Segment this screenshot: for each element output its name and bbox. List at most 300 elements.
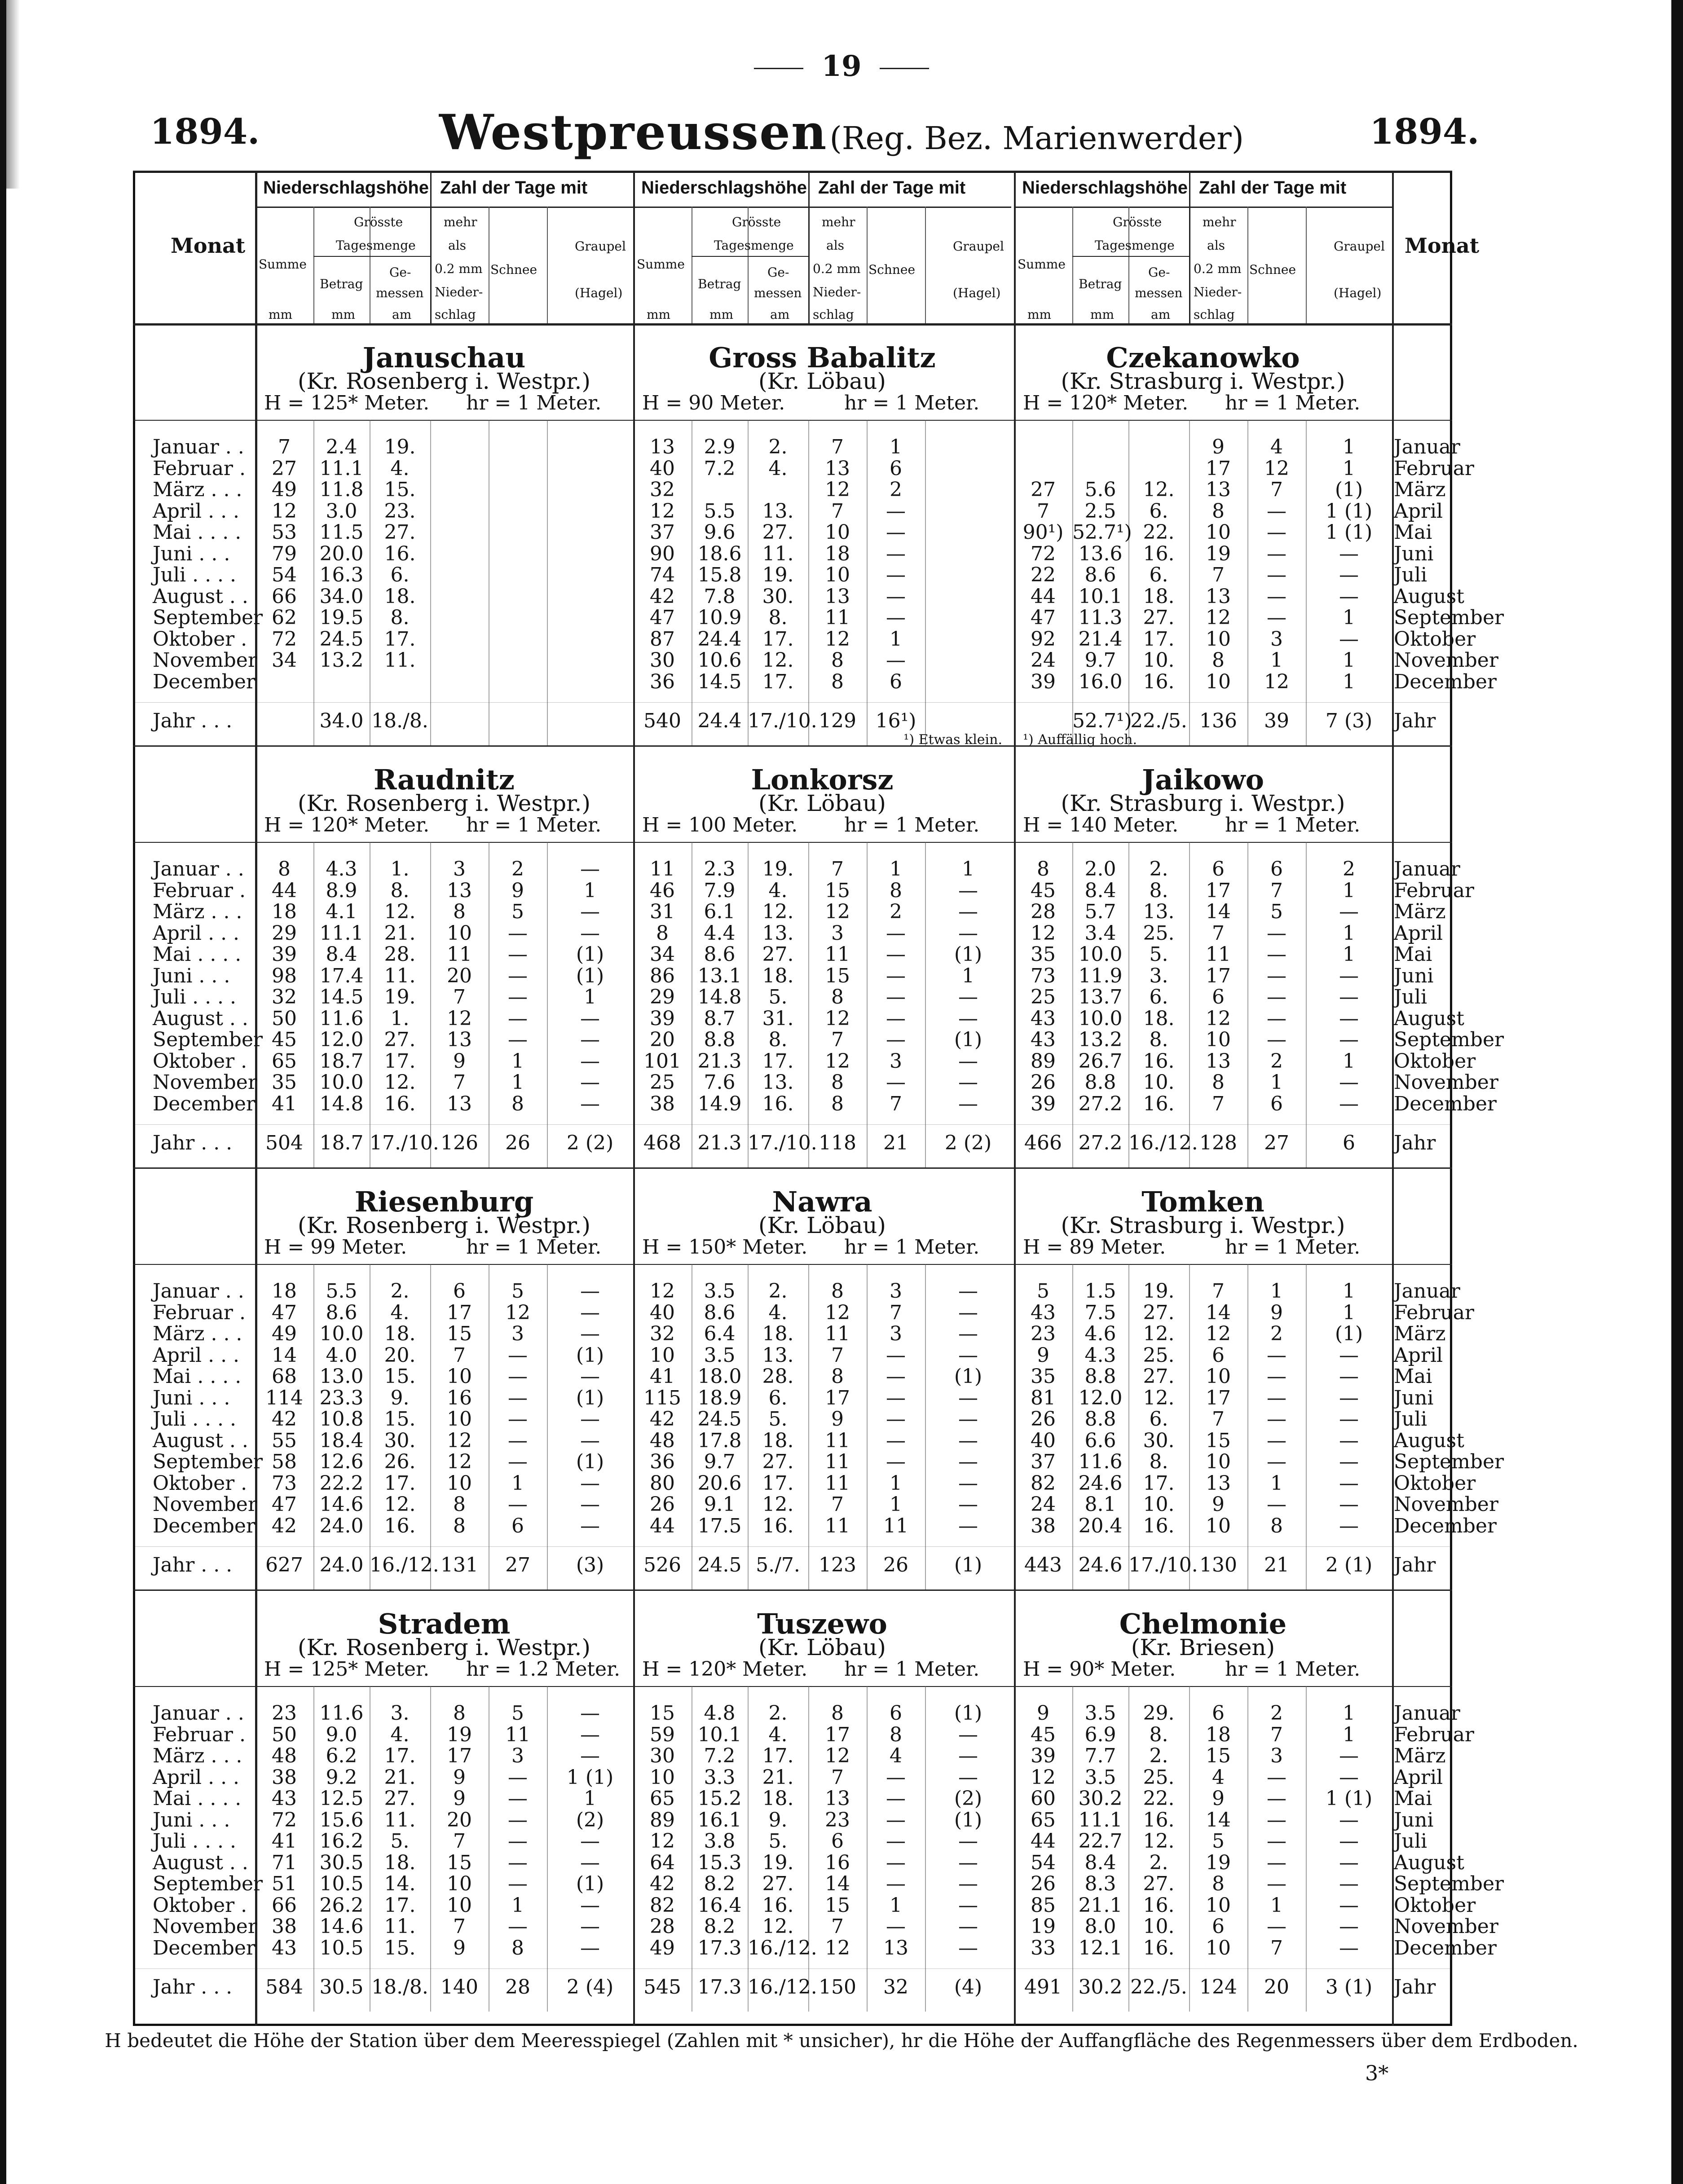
- cell-4-2-2: 12.: [762, 900, 794, 923]
- cell-6-11-5: —: [580, 1514, 600, 1537]
- region-subtitle: (Reg. Bez. Marienwerder): [829, 120, 1244, 157]
- cell-3-6-3: 7: [453, 986, 466, 1008]
- cell-10-7-0: 64: [650, 1851, 675, 1874]
- cell-4-3-4: —: [886, 921, 906, 945]
- name-sep-1: [133, 842, 1452, 843]
- cell-9-3-5: 1 (1): [566, 1766, 614, 1789]
- cell-4-10-1: 7.6: [704, 1071, 736, 1094]
- cell-6-8-5: (1): [576, 1450, 604, 1473]
- station-hr-4: hr = 1 Meter.: [844, 814, 980, 837]
- cell-7-8-4: —: [886, 1450, 906, 1473]
- cell-1-3-2: 13.: [762, 499, 794, 523]
- month-left-1-2: März . . .: [153, 900, 242, 923]
- cell-3-10-5: —: [580, 1071, 600, 1094]
- cell-5-2-2: 13.: [1143, 900, 1175, 923]
- station-hr-10: hr = 1 Meter.: [844, 1658, 980, 1681]
- cell-1-2-4: 2: [890, 478, 902, 501]
- cell-8-5-1: 12.0: [1078, 1386, 1123, 1409]
- station-kreis-5: (Kr. Strasburg i. Westpr.): [1061, 790, 1345, 816]
- month-right-0-11: December: [1394, 670, 1497, 693]
- cell-4-10-0: 25: [650, 1071, 675, 1094]
- cell-4-9-2: 17.: [762, 1049, 794, 1073]
- cell-9-2-1: 6.2: [326, 1744, 357, 1767]
- gemessen1-0: Ge-: [389, 265, 411, 280]
- cell-4-1-1: 7.9: [704, 879, 736, 902]
- summe-1: Summe: [637, 257, 685, 272]
- cell-7-4-4: —: [886, 1365, 906, 1388]
- cell-6-7-4: —: [508, 1429, 528, 1452]
- cell-10-6-2: 5.: [768, 1830, 788, 1853]
- jahr-10-0: 545: [643, 1976, 681, 1999]
- cell-8-8-1: 11.6: [1078, 1450, 1123, 1473]
- month-left-2-6: Juli . . . .: [153, 1408, 237, 1431]
- month-right-1-8: September: [1394, 1028, 1504, 1051]
- cell-10-11-5: —: [958, 1936, 978, 1959]
- cell-2-4-3: 10: [1206, 521, 1231, 544]
- cell-3-2-2: 12.: [384, 900, 416, 923]
- cell-7-8-3: 11: [825, 1450, 850, 1473]
- cell-1-10-2: 12.: [762, 649, 794, 672]
- cell-9-0-4: 5: [511, 1702, 524, 1725]
- cell-10-5-4: —: [886, 1808, 906, 1832]
- month-left-0-9: Oktober .: [153, 627, 247, 651]
- cell-2-8-1: 11.3: [1078, 606, 1123, 629]
- cell-4-9-0: 101: [643, 1049, 681, 1073]
- cell-5-6-3: 6: [1212, 986, 1225, 1008]
- col-1-5: [925, 420, 926, 745]
- cell-7-10-5: —: [958, 1493, 978, 1516]
- cell-8-6-0: 26: [1031, 1408, 1056, 1431]
- graupel-1: Graupel: [953, 239, 1004, 254]
- jahr-11-3: 124: [1199, 1976, 1237, 1999]
- cell-3-6-2: 19.: [384, 986, 416, 1008]
- cell-6-5-1: 23.3: [319, 1386, 364, 1409]
- cell-11-6-3: 5: [1212, 1830, 1225, 1853]
- month-left-2-8: September: [153, 1450, 263, 1473]
- niederschlag-header-1: Niederschlagshöhe: [641, 178, 807, 198]
- cell-9-11-3: 9: [453, 1936, 466, 1959]
- cell-7-10-4: 1: [890, 1493, 902, 1516]
- cell-5-5-0: 73: [1031, 964, 1056, 987]
- cell-5-9-4: 2: [1270, 1049, 1283, 1073]
- jahr-6-1: 24.0: [319, 1554, 364, 1576]
- gemessen2-1: messen: [754, 286, 802, 300]
- cell-9-4-0: 43: [272, 1787, 297, 1810]
- cell-6-2-1: 10.0: [319, 1322, 364, 1345]
- cell-1-7-1: 7.8: [704, 585, 736, 608]
- cell-0-10-2: 11.: [384, 649, 416, 672]
- cell-3-8-4: —: [508, 1028, 528, 1051]
- cell-4-11-5: —: [958, 1092, 978, 1115]
- cell-10-5-2: 9.: [768, 1808, 788, 1832]
- month-right-2-11: December: [1394, 1514, 1497, 1537]
- month-right-3-1: Februar: [1394, 1723, 1474, 1746]
- cell-10-8-3: 14: [825, 1872, 850, 1895]
- cell-8-1-0: 43: [1031, 1301, 1056, 1324]
- cell-6-9-4: 1: [511, 1471, 524, 1495]
- cell-3-9-5: —: [580, 1049, 600, 1073]
- cell-7-5-5: —: [958, 1386, 978, 1409]
- cell-10-1-0: 59: [650, 1723, 675, 1746]
- cell-1-2-3: 12: [825, 478, 850, 501]
- cell-10-11-4: 13: [883, 1936, 908, 1959]
- hdr-col-2-1: [1072, 207, 1073, 323]
- station-kreis-6: (Kr. Rosenberg i. Westpr.): [298, 1212, 590, 1238]
- cell-6-10-3: 8: [453, 1493, 466, 1516]
- cell-11-1-1: 6.9: [1084, 1723, 1116, 1746]
- cell-3-5-4: —: [508, 964, 528, 987]
- cell-9-11-0: 43: [272, 1936, 297, 1959]
- cell-9-6-1: 16.2: [319, 1830, 364, 1853]
- cell-11-9-0: 85: [1031, 1893, 1056, 1917]
- niederschlag-header-2: Niederschlagshöhe: [1022, 178, 1188, 198]
- month-right-3-5: Juni: [1394, 1808, 1434, 1832]
- cell-3-8-0: 45: [272, 1028, 297, 1051]
- cell-8-10-3: 9: [1212, 1493, 1225, 1516]
- cell-11-9-3: 10: [1206, 1893, 1231, 1917]
- cell-3-3-2: 21.: [384, 921, 416, 945]
- jahr-3-5: 2 (2): [566, 1132, 614, 1154]
- month-left-2-3: April . . .: [153, 1343, 240, 1367]
- cell-0-10-0: 34: [272, 649, 297, 672]
- jahr-sep-0: [133, 702, 1452, 703]
- cell-11-7-4: —: [1267, 1851, 1286, 1874]
- cell-2-6-0: 22: [1031, 564, 1056, 586]
- cell-7-10-2: 12.: [762, 1493, 794, 1516]
- region-title: Westpreussen: [439, 104, 828, 161]
- cell-8-1-1: 7.5: [1084, 1301, 1116, 1324]
- cell-9-8-2: 14.: [384, 1872, 416, 1895]
- month-left-3-8: September: [153, 1872, 263, 1895]
- monat-header-right: Monat: [1405, 233, 1480, 258]
- cell-6-1-0: 47: [272, 1301, 297, 1324]
- groesste-1: Grösste: [732, 215, 781, 229]
- jahr-9-1: 30.5: [319, 1976, 364, 1999]
- cell-7-7-2: 18.: [762, 1429, 794, 1452]
- cell-4-4-5: (1): [954, 943, 982, 966]
- cell-0-8-0: 62: [272, 606, 297, 629]
- hdr-col-1-4: [867, 207, 868, 323]
- cell-3-5-2: 11.: [384, 964, 416, 987]
- cell-3-9-4: 1: [511, 1049, 524, 1073]
- cell-8-7-5: —: [1339, 1429, 1359, 1452]
- cell-5-8-5: —: [1339, 1028, 1359, 1051]
- month-left-3-2: März . . .: [153, 1744, 242, 1767]
- cell-6-1-2: 4.: [390, 1301, 410, 1324]
- cell-10-4-4: —: [886, 1787, 906, 1810]
- hdr-groesste-line-1: [692, 256, 808, 257]
- cell-7-8-1: 9.7: [704, 1450, 736, 1473]
- cell-10-11-0: 49: [650, 1936, 675, 1959]
- nieder-0: Nieder-: [435, 285, 483, 299]
- cell-1-8-1: 10.9: [697, 606, 742, 629]
- cell-6-4-0: 68: [272, 1365, 297, 1388]
- cell-8-4-4: —: [1267, 1365, 1286, 1388]
- cell-0-2-1: 11.8: [319, 478, 364, 501]
- cell-2-5-0: 72: [1031, 542, 1056, 565]
- jahr-8-4: 21: [1264, 1554, 1289, 1576]
- als-2: als: [1207, 238, 1225, 253]
- cell-4-8-3: 7: [831, 1028, 844, 1051]
- cell-10-8-5: —: [958, 1872, 978, 1895]
- tagesmenge-1: Tagesmenge: [714, 238, 794, 253]
- cell-4-5-0: 86: [650, 964, 675, 987]
- cell-7-11-0: 44: [650, 1514, 675, 1537]
- cell-1-6-2: 19.: [762, 564, 794, 586]
- cell-3-3-3: 10: [447, 921, 472, 945]
- cell-7-2-0: 32: [650, 1322, 675, 1345]
- cell-3-7-3: 12: [447, 1007, 472, 1030]
- cell-8-0-3: 7: [1212, 1280, 1225, 1303]
- month-right-2-3: April: [1394, 1343, 1443, 1367]
- station-name-7: Nawra: [772, 1185, 872, 1218]
- cell-7-10-3: 7: [831, 1493, 844, 1516]
- cell-1-7-4: —: [886, 585, 906, 608]
- cell-9-11-1: 10.5: [319, 1936, 364, 1959]
- jahr-right-3: Jahr: [1394, 1976, 1436, 1999]
- cell-4-9-4: 3: [890, 1049, 902, 1073]
- cell-7-9-1: 20.6: [697, 1471, 742, 1495]
- page-title: [0, 104, 1683, 161]
- cell-2-1-3: 17: [1206, 457, 1231, 480]
- cell-2-6-2: 6.: [1149, 564, 1168, 586]
- cell-6-6-0: 42: [272, 1408, 297, 1431]
- month-right-2-5: Juni: [1394, 1386, 1434, 1409]
- cell-11-4-5: 1 (1): [1325, 1787, 1373, 1810]
- jahr-9-5: 2 (4): [566, 1976, 614, 1999]
- cell-6-3-0: 14: [272, 1343, 297, 1367]
- cell-6-3-1: 4.0: [326, 1343, 357, 1367]
- month-left-3-9: Oktober .: [153, 1893, 247, 1917]
- month-left-0-7: August . .: [153, 585, 248, 608]
- cell-3-8-2: 27.: [384, 1028, 416, 1051]
- jahr-11-4: 20: [1264, 1976, 1289, 1999]
- jahr-sep-1: [133, 1124, 1452, 1125]
- month-left-3-11: December: [153, 1936, 256, 1959]
- summe-2: Summe: [1018, 257, 1066, 272]
- cell-5-11-5: —: [1339, 1092, 1359, 1115]
- cell-9-10-0: 38: [272, 1915, 297, 1938]
- station-kreis-2: (Kr. Strasburg i. Westpr.): [1061, 368, 1345, 394]
- cell-8-7-4: —: [1267, 1429, 1286, 1452]
- cell-5-0-0: 8: [1037, 858, 1049, 881]
- month-left-0-8: September: [153, 606, 263, 629]
- header-top-line: [133, 171, 1452, 172]
- cell-2-9-4: 3: [1270, 627, 1283, 651]
- cell-5-8-0: 43: [1031, 1028, 1056, 1051]
- station-name-5: Jaikowo: [1141, 763, 1264, 796]
- cell-8-2-3: 12: [1206, 1322, 1231, 1345]
- month-left-2-9: Oktober .: [153, 1471, 247, 1495]
- cell-4-8-2: 8.: [768, 1028, 788, 1051]
- cell-3-5-0: 98: [272, 964, 297, 987]
- am-2: am: [1151, 307, 1171, 322]
- station-h-0: H = 125* Meter.: [264, 392, 430, 414]
- month-left-0-6: Juli . . . .: [153, 564, 237, 586]
- jahr-5-4: 27: [1264, 1132, 1289, 1154]
- cell-9-1-3: 19: [447, 1723, 472, 1746]
- cell-9-3-2: 21.: [384, 1766, 416, 1789]
- cell-7-1-0: 40: [650, 1301, 675, 1324]
- cell-7-6-3: 9: [831, 1408, 844, 1431]
- cell-0-4-1: 11.5: [319, 521, 364, 544]
- jahr-8-1: 24.6: [1078, 1554, 1123, 1576]
- cell-6-11-2: 16.: [384, 1514, 416, 1537]
- month-left-2-11: December: [153, 1514, 256, 1537]
- station-kreis-11: (Kr. Briesen): [1131, 1634, 1275, 1660]
- cell-1-6-4: —: [886, 564, 906, 586]
- cell-3-10-1: 10.0: [319, 1071, 364, 1094]
- cell-8-3-4: —: [1267, 1343, 1286, 1367]
- month-right-0-3: April: [1394, 499, 1443, 523]
- cell-8-0-1: 1.5: [1084, 1280, 1116, 1303]
- month-right-2-9: Oktober: [1394, 1471, 1476, 1495]
- cell-1-9-2: 17.: [762, 627, 794, 651]
- jahr-4-1: 21.3: [697, 1132, 742, 1154]
- station-name-6: Riesenburg: [354, 1185, 534, 1218]
- cell-0-9-0: 72: [272, 627, 297, 651]
- cell-5-4-1: 10.0: [1078, 943, 1123, 966]
- cell-10-4-3: 13: [825, 1787, 850, 1810]
- cell-9-8-3: 10: [447, 1872, 472, 1895]
- cell-9-10-1: 14.6: [319, 1915, 364, 1938]
- station-name-11: Chelmonie: [1119, 1607, 1287, 1640]
- cell-4-1-0: 46: [650, 879, 675, 902]
- cell-2-11-1: 16.0: [1078, 670, 1123, 693]
- cell-5-9-2: 16.: [1143, 1049, 1175, 1073]
- cell-4-11-3: 8: [831, 1092, 844, 1115]
- cell-4-2-1: 6.1: [704, 900, 736, 923]
- cell-10-0-5: (1): [954, 1702, 982, 1725]
- cell-4-6-1: 14.8: [697, 986, 742, 1008]
- station-h-5: H = 140 Meter.: [1023, 814, 1179, 837]
- cell-3-0-1: 4.3: [326, 858, 357, 881]
- cell-6-8-1: 12.6: [319, 1450, 364, 1473]
- cell-7-1-4: 7: [890, 1301, 902, 1324]
- cell-3-0-0: 8: [278, 858, 291, 881]
- cell-7-3-1: 3.5: [704, 1343, 736, 1367]
- station-kreis-3: (Kr. Rosenberg i. Westpr.): [298, 790, 590, 816]
- cell-6-9-2: 17.: [384, 1471, 416, 1495]
- cell-10-10-0: 28: [650, 1915, 675, 1938]
- jahr-sep-3: [133, 1968, 1452, 1969]
- section-sep-2: [133, 1167, 1452, 1169]
- cell-4-2-0: 31: [650, 900, 675, 923]
- cell-8-4-1: 8.8: [1084, 1365, 1116, 1388]
- cell-4-6-2: 5.: [768, 986, 788, 1008]
- jahr-3-2: 17./10.: [370, 1132, 439, 1154]
- month-right-0-5: Juni: [1394, 542, 1434, 565]
- cell-4-3-2: 13.: [762, 921, 794, 945]
- cell-9-5-0: 72: [272, 1808, 297, 1832]
- cell-6-10-1: 14.6: [319, 1493, 364, 1516]
- name-sep-3: [133, 1686, 1452, 1687]
- cell-4-0-4: 1: [890, 858, 902, 881]
- cell-9-7-2: 18.: [384, 1851, 416, 1874]
- cell-3-8-3: 13: [447, 1028, 472, 1051]
- cell-6-1-3: 17: [447, 1301, 472, 1324]
- cell-11-3-2: 25.: [1143, 1766, 1175, 1789]
- cell-4-5-1: 13.1: [697, 964, 742, 987]
- hdr-sub-line-1: [633, 207, 1011, 208]
- cell-1-1-0: 40: [650, 457, 675, 480]
- jahr-5-0: 466: [1024, 1132, 1062, 1154]
- cell-6-7-2: 30.: [384, 1429, 416, 1452]
- jahr-1-1: 24.4: [697, 709, 742, 732]
- cell-4-10-4: —: [886, 1071, 906, 1094]
- station-h-6: H = 99 Meter.: [264, 1236, 407, 1259]
- cell-7-4-5: (1): [954, 1365, 982, 1388]
- cell-11-4-1: 30.2: [1078, 1787, 1123, 1810]
- cell-4-7-3: 12: [825, 1007, 850, 1030]
- cell-3-10-4: 1: [511, 1071, 524, 1094]
- cell-3-4-1: 8.4: [326, 943, 357, 966]
- cell-11-7-0: 54: [1031, 1851, 1056, 1874]
- cell-2-8-2: 27.: [1143, 606, 1175, 629]
- cell-11-8-5: —: [1339, 1872, 1359, 1895]
- cell-5-7-0: 43: [1031, 1007, 1056, 1030]
- cell-0-7-1: 34.0: [319, 585, 364, 608]
- cell-3-1-2: 8.: [390, 879, 410, 902]
- cell-11-5-3: 14: [1206, 1808, 1231, 1832]
- month-left-0-1: Februar .: [153, 457, 246, 480]
- cell-2-5-5: —: [1339, 542, 1359, 565]
- jahr-5-1: 27.2: [1078, 1132, 1123, 1154]
- month-right-0-9: Oktober: [1394, 627, 1476, 651]
- cell-4-11-1: 14.9: [697, 1092, 742, 1115]
- cell-2-7-0: 44: [1031, 585, 1056, 608]
- cell-9-2-4: 3: [511, 1744, 524, 1767]
- cell-7-5-4: —: [886, 1386, 906, 1409]
- cell-11-9-4: 1: [1270, 1893, 1283, 1917]
- cell-10-1-1: 10.1: [697, 1723, 742, 1746]
- cell-11-3-0: 12: [1031, 1766, 1056, 1789]
- cell-8-4-3: 10: [1206, 1365, 1231, 1388]
- cell-8-11-2: 16.: [1143, 1514, 1175, 1537]
- station-hr-7: hr = 1 Meter.: [844, 1236, 980, 1259]
- month-right-1-11: December: [1394, 1092, 1497, 1115]
- jahr-10-3: 150: [819, 1976, 856, 1999]
- jahr-4-5: 2 (2): [944, 1132, 992, 1154]
- scan-right-edge: [1671, 0, 1683, 2184]
- cell-6-10-5: —: [580, 1493, 600, 1516]
- cell-9-7-0: 71: [272, 1851, 297, 1874]
- cell-10-4-1: 15.2: [697, 1787, 742, 1810]
- cell-4-6-0: 29: [650, 986, 675, 1008]
- cell-6-9-1: 22.2: [319, 1471, 364, 1495]
- mehr-1: mehr: [822, 215, 855, 229]
- cell-3-10-2: 12.: [384, 1071, 416, 1094]
- cell-11-11-4: 7: [1270, 1936, 1283, 1959]
- cell-5-10-2: 10.: [1143, 1071, 1175, 1094]
- jahr-7-3: 123: [819, 1554, 856, 1576]
- cell-9-3-1: 9.2: [326, 1766, 357, 1789]
- page-number-line: [0, 49, 1683, 83]
- jahr-11-2: 22./5.: [1130, 1976, 1187, 1999]
- cell-6-11-1: 24.0: [319, 1514, 364, 1537]
- month-right-1-5: Juni: [1394, 964, 1434, 987]
- cell-6-2-2: 18.: [384, 1322, 416, 1345]
- betrag-0: Betrag: [320, 277, 363, 291]
- cell-2-9-1: 21.4: [1078, 627, 1123, 651]
- cell-5-6-2: 6.: [1149, 986, 1168, 1008]
- cell-5-11-2: 16.: [1143, 1092, 1175, 1115]
- cell-3-4-2: 28.: [384, 943, 416, 966]
- cell-5-8-2: 8.: [1149, 1028, 1168, 1051]
- cell-8-9-2: 17.: [1143, 1471, 1175, 1495]
- month-left-0-11: December: [153, 670, 256, 693]
- cell-2-5-1: 13.6: [1078, 542, 1123, 565]
